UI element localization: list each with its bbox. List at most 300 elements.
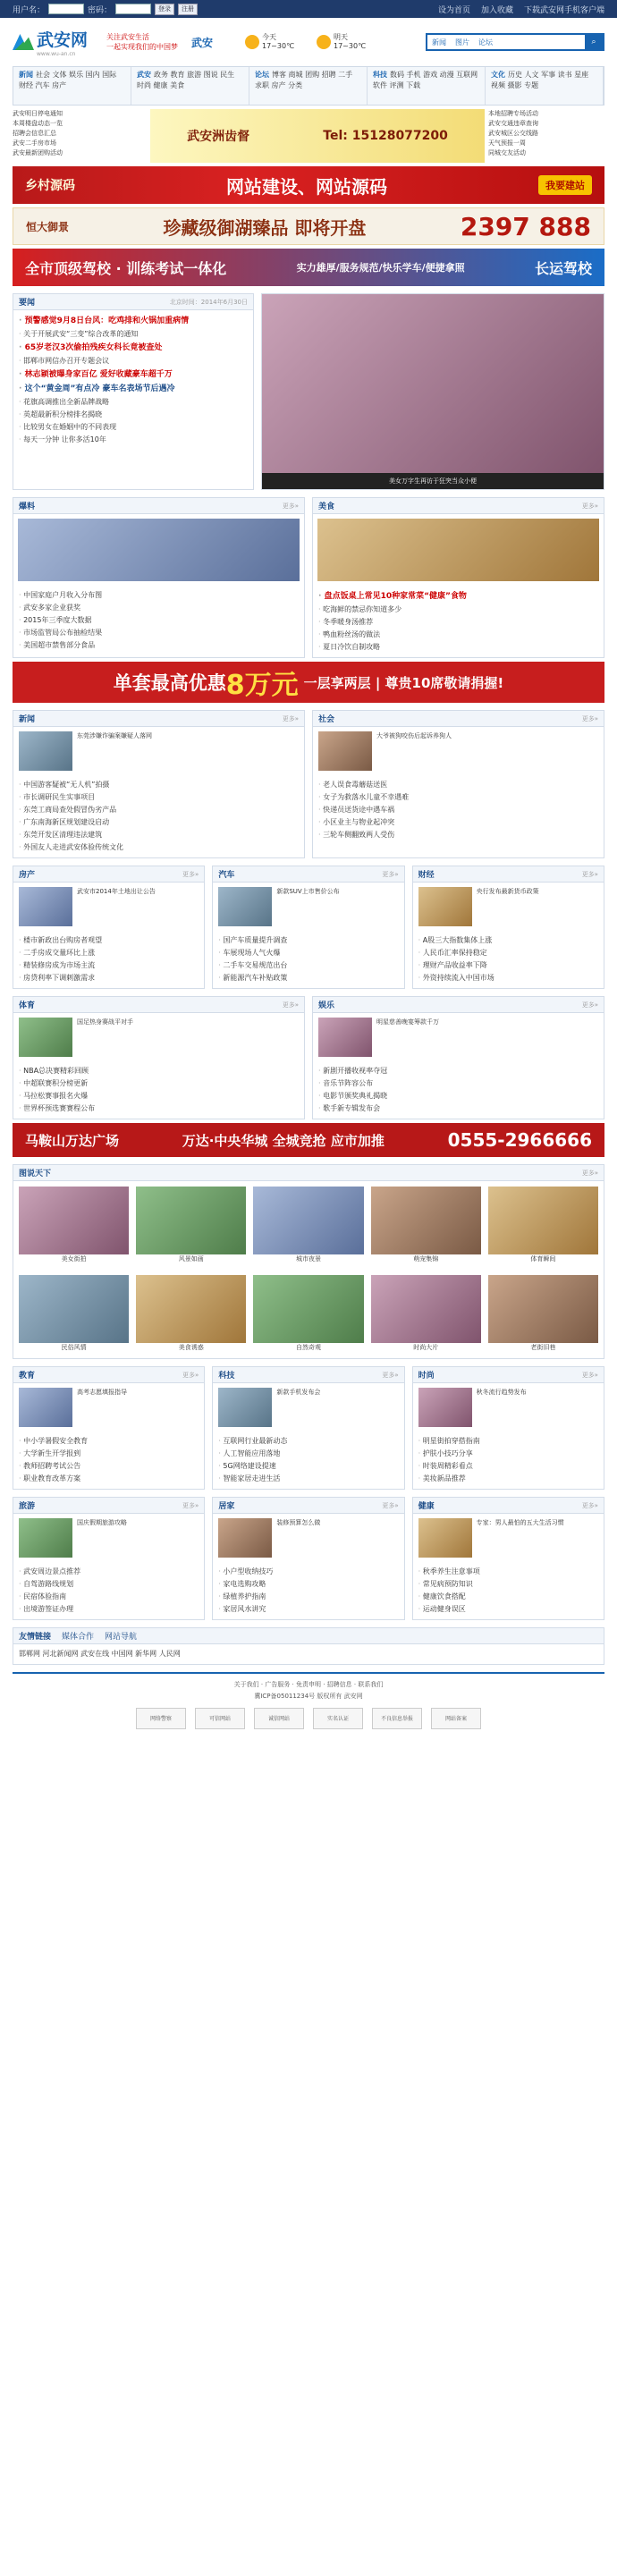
dental-banner-ad[interactable] — [150, 109, 485, 163]
ad-brand: 乡村源码 — [25, 179, 75, 193]
search-icon[interactable]: ⌕ — [585, 35, 603, 49]
panel-title — [13, 866, 204, 883]
realestate-ad[interactable] — [13, 207, 604, 245]
list-item[interactable]: · 冬季暖身汤推荐 — [318, 616, 598, 629]
list-item[interactable]: · 二手房成交量环比上涨 — [19, 947, 199, 959]
nav-group-items[interactable]: 数码 手机 游戏 动漫 互联网 软件 评测 下载 — [373, 71, 478, 89]
panel-title — [13, 711, 304, 727]
list-item[interactable]: · 小区业主与物业起冲突 — [318, 816, 598, 829]
panel-title — [313, 711, 604, 727]
search-input[interactable] — [497, 35, 585, 49]
header — [13, 18, 604, 66]
more-link[interactable]: 更多» — [581, 1371, 598, 1379]
ad-text: 一层享两层 | 尊贵10席敬请捐握! — [303, 674, 504, 691]
list-item[interactable]: · 5G网络建设提速 — [218, 1460, 398, 1473]
headline-item[interactable]: · 预警感觉9月8日台风：吃鸡排和火锅加重病情 — [19, 314, 248, 328]
news-thumb[interactable] — [418, 1388, 472, 1427]
ad-title: 全市顶级驾校 · 训练考试一体化 — [25, 259, 227, 277]
more-link[interactable]: 更多» — [382, 1371, 399, 1379]
cyber-police-badge[interactable]: 网络警察 — [136, 1708, 186, 1729]
more-link[interactable]: 更多» — [282, 714, 299, 722]
flash-left-list — [13, 109, 147, 163]
list-item[interactable]: · 新剧开播收视率夺冠 — [318, 1065, 598, 1077]
nav-group-forum[interactable] — [249, 67, 368, 105]
section-tech — [212, 1366, 404, 1490]
gallery-title: 图说天下 — [19, 1170, 52, 1178]
slogan — [106, 32, 191, 52]
list-item[interactable]: · 绿植养护指南 — [218, 1591, 398, 1603]
list-item[interactable]: · 中国家庭户月收入分布图 — [19, 589, 299, 602]
more-link[interactable]: 更多» — [581, 870, 598, 878]
register-button[interactable]: 注册 — [178, 4, 198, 15]
date-text: 北京时间：2014年6月30日 — [169, 298, 248, 306]
panel-title — [13, 1628, 604, 1644]
ad-brand: 恒大御景 — [26, 220, 70, 233]
list-item[interactable]: · NBA总决赛精彩回顾 — [19, 1065, 299, 1077]
flash-link[interactable]: 武安明日停电通知 — [13, 110, 63, 117]
panel-title — [213, 866, 403, 883]
list-item[interactable]: · 国产车质量提升调查 — [218, 934, 398, 947]
slider-caption[interactable]: 美女万字生再访于狂突当众小便 — [262, 473, 604, 489]
today-temp: 17~30℃ — [262, 42, 295, 50]
thumb-caption[interactable]: 国庆假期旅游攻略 — [77, 1519, 127, 1526]
photo-gallery — [13, 1164, 604, 1359]
section-title: 居家 — [218, 1502, 235, 1511]
today-label: 今天 — [262, 33, 276, 41]
list-item[interactable]: · 老人误食毒蘑菇送医 — [318, 779, 598, 791]
list-item[interactable]: · 关于开展武安“三变”综合改革的通知 — [19, 328, 248, 341]
flash-news — [13, 109, 604, 163]
password-input[interactable] — [115, 4, 151, 14]
login-button[interactable]: 登录 — [155, 4, 174, 15]
website-building-ad[interactable] — [13, 166, 604, 204]
user-label: 用户名： — [13, 5, 46, 15]
gallery-item[interactable] — [371, 1187, 481, 1264]
panel-title — [413, 866, 604, 883]
list-item[interactable]: · 人民币汇率保持稳定 — [418, 947, 598, 959]
gallery-image[interactable] — [253, 1187, 363, 1254]
gallery-image[interactable] — [19, 1275, 129, 1343]
list-item[interactable]: · 市场监管局公布抽检结果 — [19, 627, 299, 639]
list-item[interactable]: · 夏日冷饮自制攻略 — [318, 641, 598, 654]
thumb-caption[interactable]: 明星慈善晚宴筹款千万 — [376, 1018, 439, 1026]
ad-title: 珍藏级御湖臻品 即将开盘 — [163, 216, 367, 239]
gallery-image[interactable] — [488, 1275, 598, 1343]
gallery-image[interactable] — [371, 1275, 481, 1343]
tab-site-nav[interactable]: 网站导航 — [105, 1633, 138, 1642]
section-realestate — [13, 866, 205, 989]
flash-link[interactable]: 武安二手房市场 — [13, 139, 56, 147]
section-fashion — [412, 1366, 604, 1490]
more-link[interactable]: 更多» — [581, 714, 598, 722]
gallery-item[interactable] — [136, 1275, 246, 1353]
gallery-image[interactable] — [19, 1187, 129, 1254]
list-item[interactable]: · 吃海鲜的禁忌你知道多少 — [318, 604, 598, 616]
list-item[interactable]: · 出境游签证办理 — [19, 1603, 199, 1616]
nav-group-items[interactable]: 历史 人文 军事 读书 星座 视频 摄影 专题 — [491, 71, 589, 89]
list-item[interactable]: · A股三大指数集体上涨 — [418, 934, 598, 947]
section-society — [312, 710, 604, 858]
news-thumb[interactable] — [318, 1018, 372, 1057]
headlines-title: 要闻 — [19, 299, 36, 308]
list-item[interactable]: · 美妆新品推荐 — [418, 1473, 598, 1485]
baoliao-title: 爆料 — [19, 503, 36, 511]
gallery-item[interactable] — [488, 1275, 598, 1353]
nav-group-label[interactable]: 文化 — [491, 71, 505, 79]
list-item[interactable]: · 武安周边景点推荐 — [19, 1566, 199, 1578]
gallery-caption[interactable]: 风景如画 — [178, 1255, 204, 1263]
mountain-logo-icon — [13, 34, 34, 50]
list-item[interactable]: · 精装修房成为市场主流 — [19, 959, 199, 972]
headline-item[interactable]: · 林志颖被曝身家百亿 爱好收藏豪车超千万 — [19, 367, 248, 382]
thumb-caption[interactable]: 高考志愿填报指导 — [77, 1389, 127, 1396]
panel-title — [13, 1367, 204, 1383]
weather-today — [245, 33, 317, 51]
list-item[interactable]: · 理财产品收益率下降 — [418, 959, 598, 972]
section-title: 新闻 — [19, 715, 36, 724]
section-education — [13, 1366, 205, 1490]
flash-link[interactable]: 本地招聘专场活动 — [488, 110, 538, 117]
section-title: 汽车 — [218, 871, 235, 880]
list-item[interactable]: · 2015年三季度大数据 — [19, 614, 299, 627]
ad-brand: 长运驾校 — [534, 259, 592, 277]
discount-ad[interactable] — [13, 662, 604, 703]
more-link[interactable]: 更多» — [182, 1501, 199, 1509]
gallery-caption[interactable]: 时尚大片 — [413, 1344, 439, 1351]
gallery-image[interactable] — [253, 1275, 363, 1343]
list-item[interactable]: · 楼市新政出台购房者观望 — [19, 934, 199, 947]
gallery-image[interactable] — [136, 1275, 246, 1343]
list-item[interactable]: · 运动健身误区 — [418, 1603, 598, 1616]
trusted-site-badge[interactable]: 可信网站 — [195, 1708, 245, 1729]
favorite-link[interactable]: 加入收藏 — [480, 5, 513, 15]
nav-group-label[interactable]: 论坛 — [255, 71, 269, 79]
news-thumb[interactable] — [19, 887, 72, 926]
logo-url: www.wu-an.cn — [37, 51, 76, 57]
gallery-caption[interactable]: 体育瞬间 — [530, 1255, 556, 1263]
gallery-image[interactable] — [136, 1187, 246, 1254]
headline-item[interactable]: · 65岁老汉3次偷拍残疾女科长竟被查处 — [19, 341, 248, 355]
panel-title — [13, 294, 253, 310]
section-title: 社会 — [318, 715, 335, 724]
list-item[interactable]: · 中小学暑假安全教育 — [19, 1435, 199, 1448]
list-item[interactable]: · 时装周精彩看点 — [418, 1460, 598, 1473]
list-item[interactable]: · 市长调研民生实事项目 — [19, 791, 299, 804]
search-bar — [426, 33, 604, 51]
footer — [13, 1672, 604, 1729]
thumb-caption[interactable]: 武安市2014年土地出让公告 — [77, 888, 156, 895]
news-thumb[interactable] — [19, 731, 72, 771]
gallery-caption[interactable]: 自然奇观 — [296, 1344, 321, 1351]
list-item[interactable]: · 家居风水讲究 — [218, 1603, 398, 1616]
section-news — [13, 710, 305, 858]
ad-brand: 马鞍山万达广场 — [25, 1132, 120, 1149]
list-item[interactable]: · 快递员送货途中遇车祸 — [318, 804, 598, 816]
gallery-item[interactable] — [19, 1187, 129, 1264]
slider-image[interactable] — [262, 294, 604, 473]
list-item[interactable]: · 新能源汽车补贴政策 — [218, 972, 398, 984]
headline-item[interactable]: · 盘点饭桌上常见10种家常菜“健康”食物 — [318, 589, 598, 604]
section-title: 娱乐 — [318, 1001, 335, 1010]
list-item[interactable]: · 明星街拍穿搭指南 — [418, 1435, 598, 1448]
photo-slider[interactable] — [261, 293, 604, 490]
driving-school-ad[interactable] — [13, 249, 604, 286]
section-title: 时尚 — [418, 1372, 435, 1381]
section-title: 科技 — [218, 1372, 235, 1381]
logo-text: 武安网 — [37, 30, 89, 50]
list-item[interactable]: · 健康饮食搭配 — [418, 1591, 598, 1603]
search-tab-news[interactable]: 新闻 — [432, 38, 446, 46]
tomorrow-temp: 17~30℃ — [334, 42, 367, 50]
app-download-link[interactable]: 下载武安网手机客户端 — [523, 5, 604, 15]
friend-links — [13, 1627, 604, 1665]
news-thumb[interactable] — [418, 887, 472, 926]
section-health — [412, 1497, 604, 1620]
flash-link[interactable]: 武安交通违章查询 — [488, 120, 538, 127]
ad-amount: 8万元 — [225, 670, 299, 701]
panel-title — [13, 997, 304, 1013]
thumb-caption[interactable]: 新款手机发布会 — [276, 1389, 321, 1396]
site-logo[interactable] — [13, 27, 106, 57]
list-item[interactable]: · 二手车交易规范出台 — [218, 959, 398, 972]
list-item[interactable]: · 马拉松赛事报名火爆 — [19, 1090, 299, 1102]
gallery-item[interactable] — [253, 1187, 363, 1264]
more-link[interactable]: 更多» — [581, 1169, 598, 1177]
more-link[interactable]: 更多» — [382, 1501, 399, 1509]
headline-item[interactable]: · 这个“黄金周”有点冷 豪车名表场节后遇冷 — [19, 382, 248, 396]
footer-links[interactable]: 关于我们 · 广告服务 · 免责申明 · 招聘信息 · 联系我们 — [233, 1681, 384, 1688]
wanda-plaza-ad[interactable] — [13, 1123, 604, 1157]
flash-link[interactable]: 招聘会信息汇总 — [13, 130, 56, 137]
gallery-item[interactable] — [19, 1275, 129, 1353]
weather-tomorrow — [317, 33, 388, 51]
sun-icon — [245, 35, 259, 49]
more-link[interactable]: 更多» — [581, 1001, 598, 1009]
section-title: 健康 — [418, 1502, 435, 1511]
nav-group-culture[interactable] — [486, 67, 604, 105]
ad-phone: 2397 888 — [460, 211, 591, 241]
news-thumb[interactable] — [19, 1018, 72, 1057]
gallery-image[interactable] — [488, 1187, 598, 1254]
list-item[interactable]: · 女子为救落水儿童不幸遇难 — [318, 791, 598, 804]
integrity-badge[interactable]: 诚信网站 — [254, 1708, 304, 1729]
report-badge[interactable]: 不良信息举报 — [372, 1708, 422, 1729]
list-item[interactable]: · 大学新生开学报到 — [19, 1448, 199, 1460]
city-name: 武安 — [191, 36, 214, 49]
section-title: 财经 — [418, 871, 435, 880]
panel-title — [213, 1367, 403, 1383]
more-link[interactable]: 更多» — [282, 1001, 299, 1009]
build-site-button[interactable]: 我要建站 — [538, 175, 592, 195]
list-item[interactable]: · 车展现场人气火爆 — [218, 947, 398, 959]
more-link[interactable]: 更多» — [581, 502, 598, 510]
news-thumb[interactable] — [218, 887, 272, 926]
thumb-caption[interactable]: 装修预算怎么做 — [276, 1519, 321, 1526]
section-finance — [412, 866, 604, 989]
list-item[interactable]: · 自驾游路线规划 — [19, 1578, 199, 1591]
gallery-caption[interactable]: 萌宠集锦 — [413, 1255, 439, 1263]
list-item[interactable]: · 外资持续流入中国市场 — [418, 972, 598, 984]
main-nav — [13, 66, 604, 106]
thumb-caption[interactable]: 新款SUV上市售价公布 — [276, 888, 340, 895]
thumb-caption[interactable]: 专家：男人最怕的五大生活习惯 — [476, 1519, 564, 1526]
news-thumb[interactable] — [218, 1388, 272, 1427]
news-thumb[interactable] — [418, 1518, 472, 1558]
nav-group-items[interactable]: 社会 文体 娱乐 国内 国际 财经 汽车 房产 — [19, 71, 117, 89]
set-homepage-link[interactable]: 设为首页 — [437, 5, 470, 15]
list-item[interactable]: · 家电选购攻略 — [218, 1578, 398, 1591]
slogan-line2: 一起实现我们的中国梦 — [106, 43, 178, 51]
list-item[interactable]: · 中超联赛积分榜更新 — [19, 1077, 299, 1090]
panel-title — [13, 1165, 604, 1181]
list-item[interactable]: · 比较男女在婚姻中的不同表现 — [19, 421, 248, 434]
nav-group-tech[interactable] — [368, 67, 486, 105]
nav-group-items[interactable]: 博客 商城 团购 招聘 二手 求职 房产 分类 — [255, 71, 353, 89]
list-item[interactable]: · 东莞开发区清理违法建筑 — [19, 829, 299, 841]
top-bar — [0, 0, 617, 18]
list-item[interactable]: · 世界杯预选赛赛程公布 — [19, 1102, 299, 1115]
verified-badge[interactable]: 实名认证 — [313, 1708, 363, 1729]
more-link[interactable]: 更多» — [282, 502, 299, 510]
tab-friend-links[interactable]: 友情链接 — [19, 1633, 52, 1642]
gallery-item[interactable] — [253, 1275, 363, 1353]
nav-group-news[interactable] — [13, 67, 131, 105]
list-item[interactable]: · 每天一分钟 让你多活10年 — [19, 434, 248, 446]
panel-title — [13, 1498, 204, 1514]
thumb-caption[interactable]: 央行发布最新货币政策 — [476, 888, 539, 895]
list-item[interactable]: · 智能家居走进生活 — [218, 1473, 398, 1485]
banner-phone: Tel: 15128077200 — [323, 129, 448, 143]
list-item[interactable]: · 职业教育改革方案 — [19, 1473, 199, 1485]
list-item[interactable]: · 护肤小技巧分享 — [418, 1448, 598, 1460]
list-item[interactable]: · 东莞工商局查处假冒伪劣产品 — [19, 804, 299, 816]
food-image[interactable] — [317, 519, 599, 581]
banner-title: 武安洲齿督 — [187, 130, 250, 144]
nav-group-items[interactable]: 政务 教育 旅游 图说 民生 时尚 健康 美食 — [137, 71, 235, 89]
list-item[interactable]: · 花旗高调推出全新品牌战略 — [19, 396, 248, 409]
gallery-item[interactable] — [136, 1187, 246, 1264]
list-item[interactable]: · 房贷利率下调刺激需求 — [19, 972, 199, 984]
section-travel — [13, 1497, 205, 1620]
more-link[interactable]: 更多» — [382, 870, 399, 878]
slogan-line1: 关注武安生活 — [106, 33, 149, 41]
nav-group-label[interactable]: 武安 — [137, 71, 151, 79]
flash-link[interactable]: 同城交友活动 — [488, 149, 526, 156]
headlines-list — [13, 310, 253, 450]
icp-badge[interactable]: 网站备案 — [431, 1708, 481, 1729]
panel-title — [313, 997, 604, 1013]
flash-right-list — [488, 109, 604, 163]
list-item[interactable]: · 常见病预防知识 — [418, 1578, 598, 1591]
section-title: 旅游 — [19, 1502, 36, 1511]
list-item[interactable]: · 小户型收纳技巧 — [218, 1566, 398, 1578]
gallery-caption[interactable]: 城市夜景 — [296, 1255, 321, 1263]
section-sports — [13, 996, 305, 1119]
meishi-title: 美食 — [318, 503, 335, 511]
tab-media[interactable]: 媒体合作 — [62, 1633, 95, 1642]
nav-group-label[interactable]: 科技 — [373, 71, 387, 79]
list-item[interactable]: · 歌手新专辑发布会 — [318, 1102, 598, 1115]
flash-link[interactable]: 武安城区公交线路 — [488, 130, 538, 137]
list-item[interactable]: · 外国友人走进武安体验传统文化 — [19, 841, 299, 854]
list-item[interactable]: · 广东南海新区规划建设启动 — [19, 816, 299, 829]
gallery-item[interactable] — [488, 1187, 598, 1264]
thumb-caption[interactable]: 东莞涉嫌诈骗案嫌疑人落网 — [77, 732, 152, 739]
flash-link[interactable]: 武安最新团购活动 — [13, 149, 63, 156]
list-item[interactable]: · 人工智能应用落地 — [218, 1448, 398, 1460]
meishi-panel — [312, 497, 604, 658]
gallery-caption[interactable]: 老街旧巷 — [530, 1344, 556, 1351]
panel-title — [413, 1367, 604, 1383]
gallery-image[interactable] — [371, 1187, 481, 1254]
nav-group-wuan[interactable] — [131, 67, 249, 105]
more-link[interactable]: 更多» — [182, 870, 199, 878]
section-auto — [212, 866, 404, 989]
section-title: 体育 — [19, 1001, 36, 1010]
list-item[interactable]: · 美国超市禁售部分食品 — [19, 639, 299, 652]
gallery-caption[interactable]: 民俗风情 — [61, 1344, 87, 1351]
more-link[interactable]: 更多» — [581, 1501, 598, 1509]
panel-title — [313, 498, 604, 514]
ad-subtitle: 实力雄厚/服务规范/快乐学车/便捷拿照 — [296, 262, 465, 274]
news-thumb[interactable] — [19, 1518, 72, 1558]
list-item[interactable]: · 邯郸市网信办召开专题会议 — [19, 355, 248, 367]
gallery-item[interactable] — [371, 1275, 481, 1353]
list-item[interactable]: · 中国游客疑被“无人机”拍摄 — [19, 779, 299, 791]
ad-title: 网站建设、网站源码 — [226, 175, 387, 198]
list-item[interactable]: · 秋季养生注意事项 — [418, 1566, 598, 1578]
section-title: 教育 — [19, 1372, 36, 1381]
sun-icon — [317, 35, 331, 49]
search-tab-forum[interactable]: 论坛 — [478, 38, 493, 46]
list-item[interactable]: · 鸭血粉丝汤的做法 — [318, 629, 598, 641]
ad-text: 单套最高优惠 — [113, 672, 226, 694]
list-item[interactable]: · 英超最新积分榜排名揭晓 — [19, 409, 248, 421]
list-item[interactable]: · 互联网行业最新动态 — [218, 1435, 398, 1448]
thumb-caption[interactable]: 大爷被狗咬伤后起诉养狗人 — [376, 732, 452, 739]
more-link[interactable]: 更多» — [182, 1371, 199, 1379]
search-tab-images[interactable]: 图片 — [455, 38, 469, 46]
gallery-caption[interactable]: 美食诱惑 — [178, 1344, 204, 1351]
list-item[interactable]: · 电影节颁奖典礼揭晓 — [318, 1090, 598, 1102]
nav-group-label[interactable]: 新闻 — [19, 71, 33, 79]
section-home — [212, 1497, 404, 1620]
list-item[interactable]: · 民宿体验指南 — [19, 1591, 199, 1603]
ad-title: 万达·中央华城 全城竞抢 应市加推 — [182, 1132, 385, 1149]
flash-link[interactable]: 天气预报一周 — [488, 139, 526, 147]
tomorrow-label: 明天 — [334, 33, 348, 41]
news-thumb[interactable] — [318, 731, 372, 771]
list-item[interactable]: · 三轮车侧翻致两人受伤 — [318, 829, 598, 841]
news-thumb[interactable] — [19, 1388, 72, 1427]
panel-title — [13, 498, 304, 514]
list-item[interactable]: · 武安多家企业获奖 — [19, 602, 299, 614]
section-title: 房产 — [19, 871, 36, 880]
copyright: 冀ICP备05011234号 版权所有 武安网 — [254, 1693, 363, 1700]
password-label: 密码： — [88, 5, 113, 15]
username-input[interactable] — [48, 4, 84, 14]
panel-title — [213, 1498, 403, 1514]
list-item[interactable]: · 音乐节阵容公布 — [318, 1077, 598, 1090]
list-item[interactable]: · 教师招聘考试公告 — [19, 1460, 199, 1473]
thumb-caption[interactable]: 秋冬流行趋势发布 — [476, 1389, 527, 1396]
flash-link[interactable]: 本周楼盘动态一览 — [13, 120, 63, 127]
thumb-caption[interactable]: 国足热身赛战平对手 — [77, 1018, 133, 1026]
links-list[interactable]: 邯郸网 河北新闻网 武安在线 中国网 新华网 人民网 — [19, 1650, 181, 1658]
chart-image[interactable] — [18, 519, 300, 581]
gallery-caption[interactable]: 美女街拍 — [61, 1255, 87, 1263]
news-thumb[interactable] — [218, 1518, 272, 1558]
